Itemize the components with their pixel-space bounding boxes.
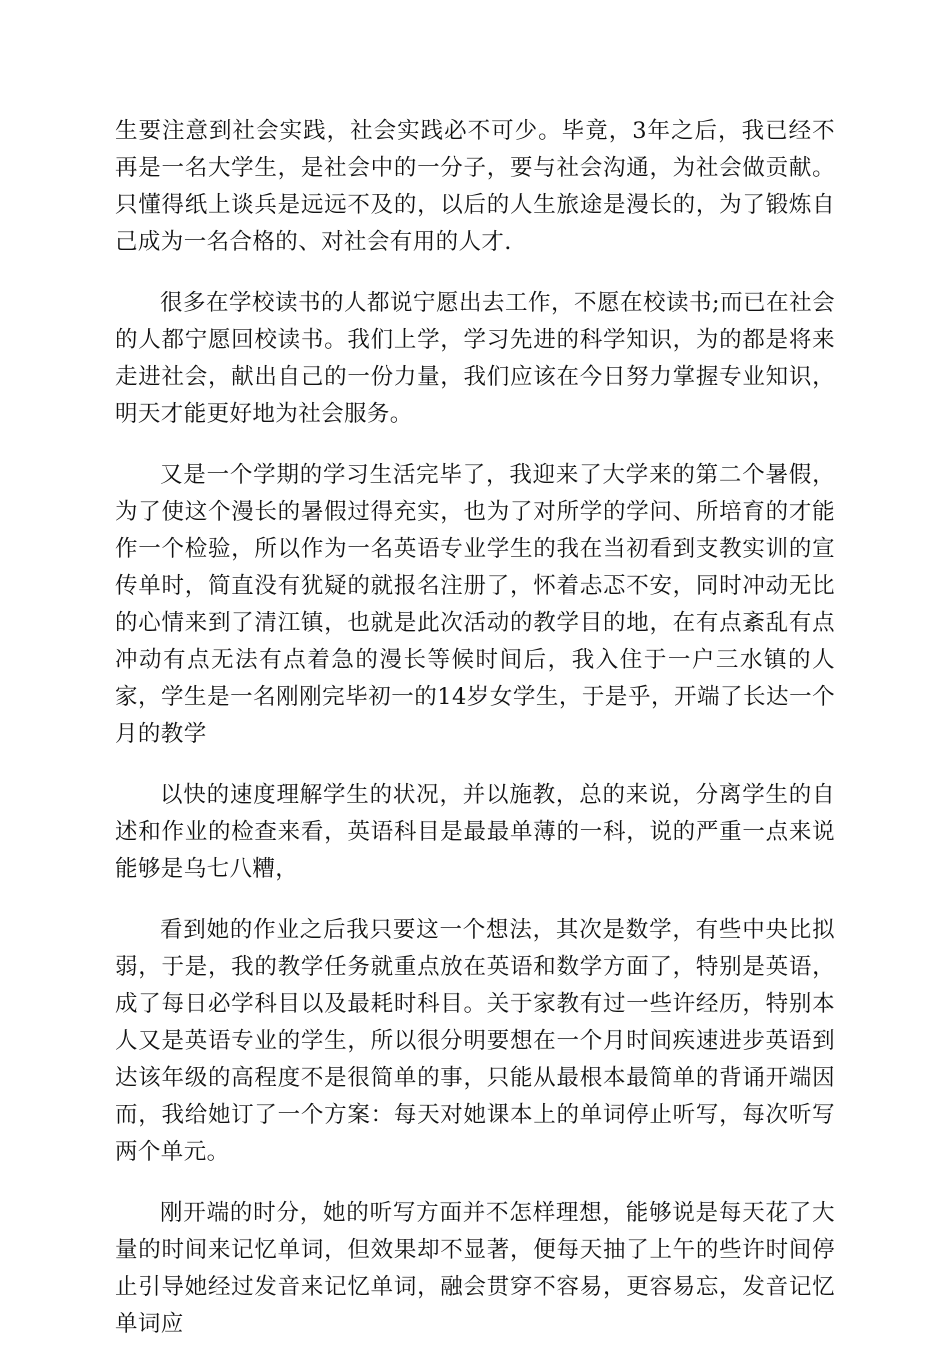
paragraph-3: 又是一个学期的学习生活完毕了，我迎来了大学来的第二个暑假，为了使这个漫长的暑假过得充实，也为了对所学的学问、所培育的才能作一个检验，所以作为一名英语专业学生的我在当初看到支教实训的宣传单时，简直没有犹疑的就报名注册了，怀着忐忑不安，同时冲动无比的心情来到了清江镇，也就是此次活动的教学目的地，在有点紊乱有点冲动有点无法有点着急的漫长等候时间后，我入住于一户三水镇的人家，学生是一名刚刚完毕初一的14岁女学生，于是乎，开端了长达一个月的教学: [115, 462, 835, 747]
paragraph-6: 刚开端的时分，她的听写方面并不怎样理想，能够说是每天花了大量的时间来记忆单词，但效果却不显著，便每天抽了上午的些许时间停止引导她经过发音来记忆单词，融会贯穿不容易，更容易忘，发音记忆单词应: [115, 1200, 835, 1337]
paragraph-1: 生要注意到社会实践，社会实践必不可少。毕竟，3年之后，我已经不再是一名大学生，是社会中的一分子，要与社会沟通，为社会做贡献。只懂得纸上谈兵是远远不及的，以后的人生旅途是漫长的，为了锻炼自己成为一名合格的、对社会有用的人才.: [115, 118, 835, 255]
document-page: [115, 113, 835, 1367]
paragraph-4: 以快的速度理解学生的状况，并以施教，总的来说，分离学生的自述和作业的检查来看，英语科目是最最单薄的一科，说的严重一点来说能够是乌七八糟，: [115, 782, 835, 882]
paragraph-5: 看到她的作业之后我只要这一个想法，其次是数学，有些中央比拟弱，于是，我的教学任务就重点放在英语和数学方面了，特别是英语，成了每日必学科目以及最耗时科目。关于家教有过一些许经历，特别本人又是英语专业的学生，所以很分明要想在一个月时间疾速进步英语到达该年级的高程度不是很简单的事，只能从最根本最简单的背诵开端因而，我给她订了一个方案：每天对她课本上的单词停止听写，每次听写两个单元。: [115, 917, 835, 1165]
paragraph-2: 很多在学校读书的人都说宁愿出去工作，不愿在校读书;而已在社会的人都宁愿回校读书。我们上学，学习先进的科学知识，为的都是将来走进社会，献出自己的一份力量，我们应该在今日努力掌握专业知识，明天才能更好地为社会服务。: [115, 290, 835, 427]
